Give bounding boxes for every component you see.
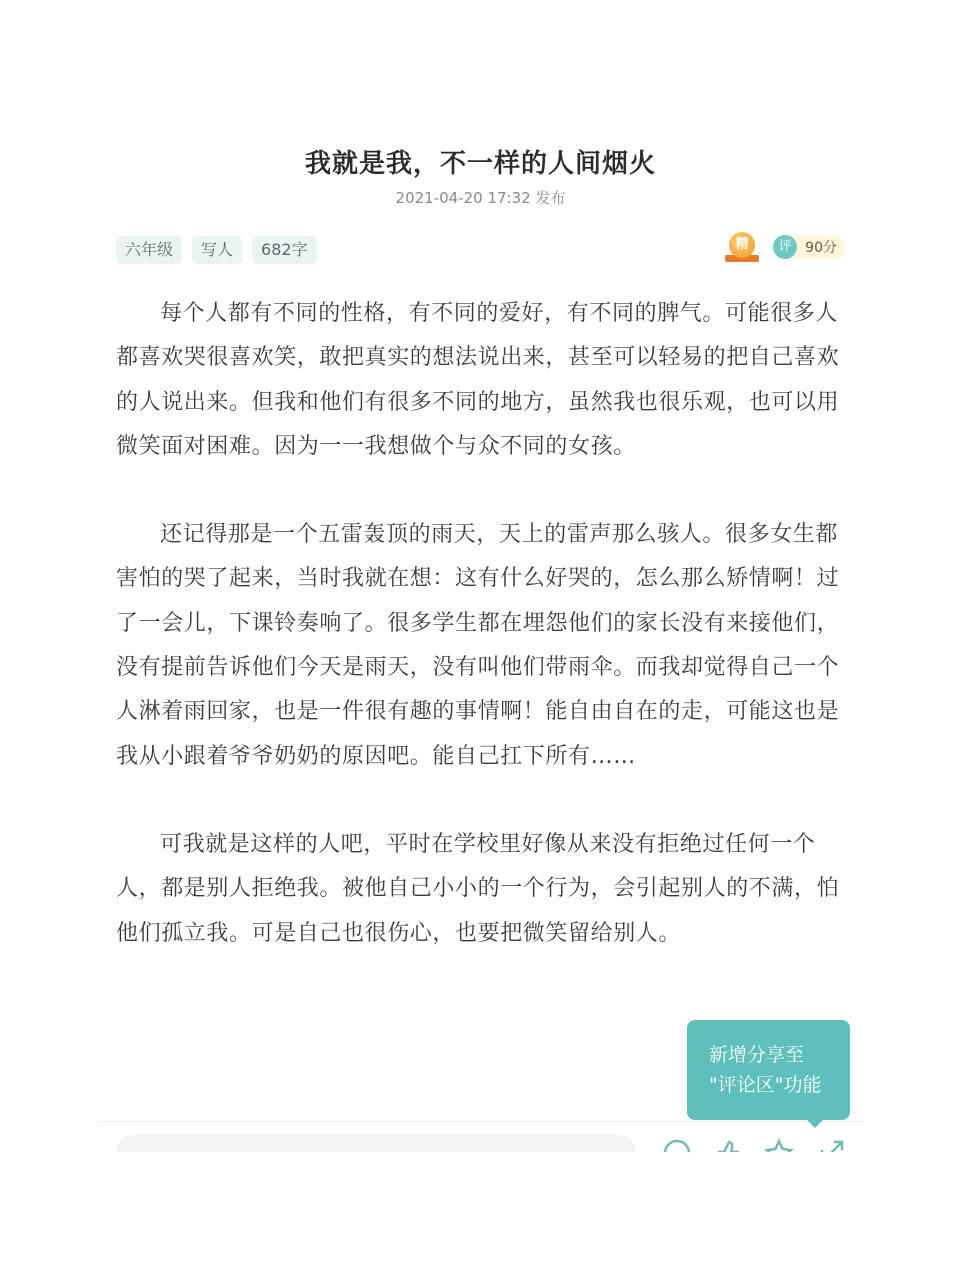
tooltip-line-2: "评论区"功能 (709, 1074, 822, 1096)
article-body (116, 292, 846, 1000)
tooltip-arrow (807, 1120, 823, 1128)
featured-medal-icon (725, 232, 759, 262)
tag-wordcount: 682字 (252, 236, 317, 264)
share-icon[interactable] (816, 1138, 846, 1152)
paragraph: 可我就是这样的人吧，平时在学校里好像从来没有拒绝过任何一个人，都是别人拒绝我。被他自己小小的一个行为，会引起别人的不满，怕他们孤立我。可是自己也很伤心，也要把微笑留给别人。 (116, 831, 840, 946)
share-feature-tooltip[interactable] (687, 1020, 850, 1120)
score-icon: 评 (773, 235, 797, 259)
star-icon[interactable] (764, 1138, 794, 1152)
article-badges (725, 232, 845, 262)
tag-list (116, 236, 317, 264)
tag-genre[interactable]: 写人 (192, 236, 242, 264)
tooltip-line-1: 新增分享至 (709, 1044, 805, 1066)
like-icon[interactable] (714, 1138, 744, 1152)
tag-grade[interactable]: 六年级 (116, 236, 182, 264)
comment-icon[interactable] (662, 1138, 692, 1152)
score-value: 90分 (805, 240, 837, 256)
featured-medal-label: 精 (729, 232, 755, 258)
paragraph: 还记得那是一个五雷轰顶的雨天，天上的雷声那么骇人。很多女生都害怕的哭了起来，当时我就在想：这有什么好哭的，怎么那么矫情啊！过了一会儿，下课铃奏响了。很多学生都在埋怨他们的家长没有来接他们，没有提前告诉他们今天是雨天，没有叫他们带雨伞。而我却觉得自己一个人淋着雨回家，也是一件很有趣的事情啊！能自由自在的走，可能这也是我从小跟着爷爷奶奶的原因吧。能自己扛下所有…… (116, 522, 840, 769)
score-badge (773, 235, 845, 259)
article-title: 我就是我，不一样的人间烟火 (304, 149, 656, 179)
paragraph: 每个人都有不同的性格，有不同的爱好，有不同的脾气。可能很多人都喜欢哭很喜欢笑，敢把真实的想法说出来，甚至可以轻易的把自己喜欢的人说出来。但我和他们有很多不同的地方，虽然我也很乐观，也可以用微笑面对困难。因为一一我想做个与众不同的女孩。 (116, 301, 840, 459)
publish-date: 2021-04-20 17:32 发布 (395, 189, 566, 207)
comment-input[interactable] (116, 1134, 636, 1152)
